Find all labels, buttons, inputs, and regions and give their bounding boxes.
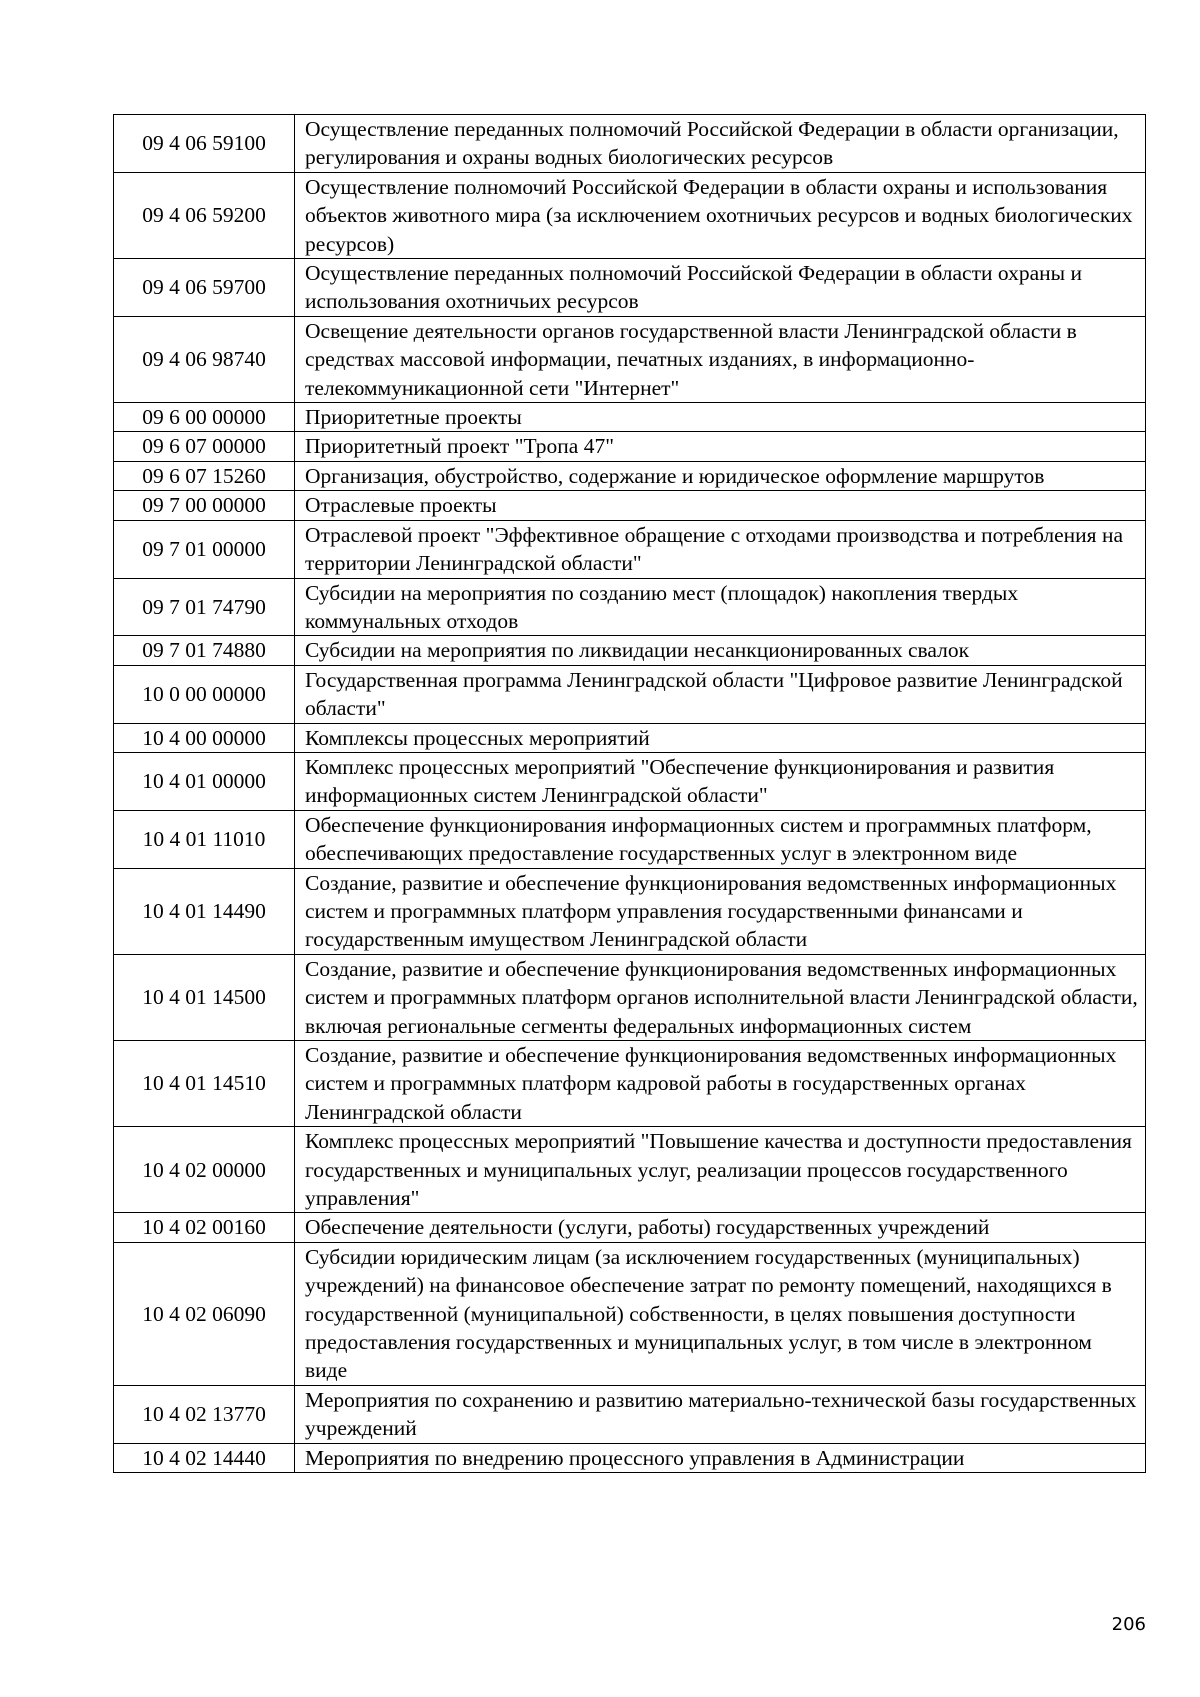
table-row [114,954,1146,1040]
row-code: 09 4 06 59100 [114,115,295,173]
row-code: 09 6 07 00000 [114,432,295,461]
row-description: Комплекс процессных мероприятий "Обеспечение функционирования и развития информационных систем Ленинградской области" [295,752,1146,810]
row-description: Мероприятия по сохранению и развитию материально-технической базы государственных учреждений [295,1385,1146,1443]
row-code: 10 4 02 13770 [114,1385,295,1443]
row-description: Осуществление переданных полномочий Российской Федерации в области организации, регулирования и охраны водных биологических ресурсов [295,115,1146,173]
table-row [114,752,1146,810]
budget-codes-table [113,114,1146,1473]
row-description: Создание, развитие и обеспечение функционирования ведомственных информационных систем и программных платформ органов исполнительной власти Ленинградской области, включая региональные сегменты федеральных информационных систем [295,954,1146,1040]
table-row [114,1385,1146,1443]
row-code: 09 7 01 74880 [114,636,295,665]
row-description: Комплексы процессных мероприятий [295,723,1146,752]
table-row [114,578,1146,636]
table-row [114,461,1146,490]
row-code: 10 4 01 14500 [114,954,295,1040]
table-row [114,172,1146,258]
table-row [114,259,1146,317]
row-description: Отраслевые проекты [295,491,1146,520]
row-code: 10 4 02 00160 [114,1213,295,1242]
row-code: 09 4 06 59700 [114,259,295,317]
table-row [114,1041,1146,1127]
row-code: 10 4 02 00000 [114,1127,295,1213]
table-row [114,1242,1146,1385]
row-code: 10 4 02 14440 [114,1443,295,1472]
page-number: 206 [1111,1614,1146,1635]
row-description: Отраслевой проект "Эффективное обращение с отходами производства и потребления на территории Ленинградской области" [295,520,1146,578]
row-code: 09 7 01 74790 [114,578,295,636]
table-row [114,723,1146,752]
table-row [114,868,1146,954]
row-code: 10 4 01 00000 [114,752,295,810]
row-description: Субсидии юридическим лицам (за исключением государственных (муниципальных) учреждений) на финансовое обеспечение затрат по ремонту помещений, находящихся в государственной (муниципальной) собственности, в целях повышения доступности предоставления государственных и муниципальных услуг, в том числе в электронном виде [295,1242,1146,1385]
table-row [114,403,1146,432]
table-row [114,1127,1146,1213]
row-description: Создание, развитие и обеспечение функционирования ведомственных информационных систем и программных платформ управления государственными финансами и государственным имуществом Ленинградской области [295,868,1146,954]
row-description: Обеспечение деятельности (услуги, работы) государственных учреждений [295,1213,1146,1242]
row-description: Обеспечение функционирования информационных систем и программных платформ, обеспечивающих предоставление государственных услуг в электронном виде [295,810,1146,868]
row-description: Мероприятия по внедрению процессного управления в Администрации [295,1443,1146,1472]
row-code: 10 0 00 00000 [114,665,295,723]
row-code: 09 4 06 98740 [114,316,295,402]
table-row [114,810,1146,868]
row-description: Создание, развитие и обеспечение функционирования ведомственных информационных систем и программных платформ кадровой работы в государственных органах Ленинградской области [295,1041,1146,1127]
table-row [114,316,1146,402]
row-description: Комплекс процессных мероприятий "Повышение качества и доступности предоставления государственных и муниципальных услуг, реализации процессов государственного управления" [295,1127,1146,1213]
row-code: 10 4 01 11010 [114,810,295,868]
row-description: Приоритетный проект "Тропа 47" [295,432,1146,461]
row-description: Осуществление переданных полномочий Российской Федерации в области охраны и использования охотничьих ресурсов [295,259,1146,317]
row-code: 09 6 00 00000 [114,403,295,432]
row-description: Субсидии на мероприятия по ликвидации несанкционированных свалок [295,636,1146,665]
row-code: 10 4 02 06090 [114,1242,295,1385]
row-description: Государственная программа Ленинградской области "Цифровое развитие Ленинградской области" [295,665,1146,723]
row-code: 10 4 01 14510 [114,1041,295,1127]
table-row [114,520,1146,578]
table-row [114,636,1146,665]
table-body [114,115,1146,1473]
table-row [114,115,1146,173]
table-row [114,1443,1146,1472]
row-code: 10 4 01 14490 [114,868,295,954]
table-row [114,665,1146,723]
row-code: 09 7 00 00000 [114,491,295,520]
row-code: 09 6 07 15260 [114,461,295,490]
row-code: 09 7 01 00000 [114,520,295,578]
row-description: Приоритетные проекты [295,403,1146,432]
table-row [114,491,1146,520]
table-row [114,1213,1146,1242]
row-description: Освещение деятельности органов государственной власти Ленинградской области в средствах массовой информации, печатных изданиях, в информационно-телекоммуникационной сети "Интернет" [295,316,1146,402]
table-row [114,432,1146,461]
row-code: 09 4 06 59200 [114,172,295,258]
row-description: Субсидии на мероприятия по созданию мест (площадок) накопления твердых коммунальных отходов [295,578,1146,636]
row-description: Осуществление полномочий Российской Федерации в области охраны и использования объектов животного мира (за исключением охотничьих ресурсов и водных биологических ресурсов) [295,172,1146,258]
row-code: 10 4 00 00000 [114,723,295,752]
row-description: Организация, обустройство, содержание и юридическое оформление маршрутов [295,461,1146,490]
